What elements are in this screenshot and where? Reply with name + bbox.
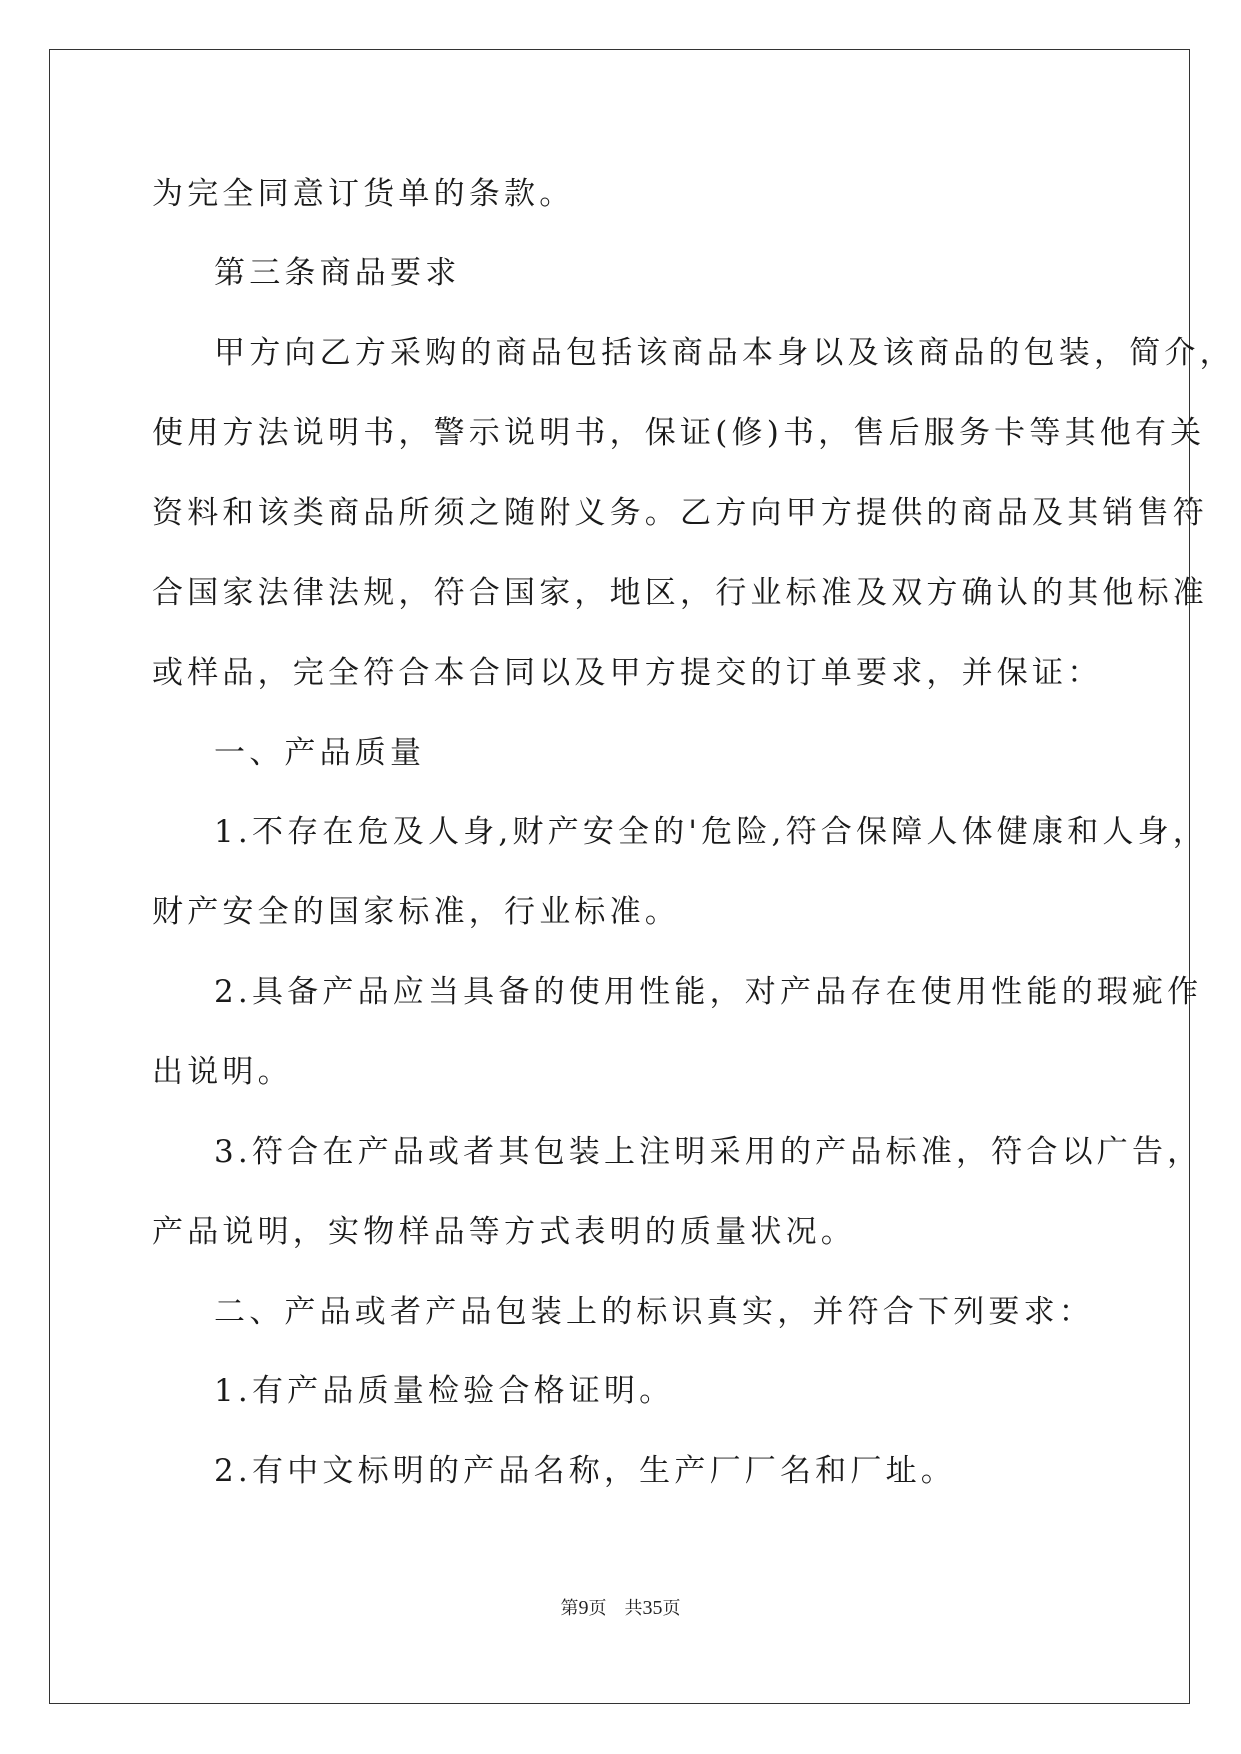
subheading-product-labeling: 二、产品或者产品包装上的标识真实，并符合下列要求：: [214, 1294, 1094, 1330]
footer-total-prefix: 共: [624, 1598, 643, 1618]
paragraph-line-3: 甲方向乙方采购的商品包括该商品本身以及该商品的包装，简介，: [214, 335, 1235, 371]
paragraph-line-16: 1.有产品质量检验合格证明。: [214, 1373, 675, 1409]
footer-total-pages: 35: [642, 1597, 663, 1619]
footer-page-prefix: 第: [560, 1598, 579, 1618]
subheading-product-quality: 一、产品质量: [214, 735, 426, 771]
paragraph-line-10: 财产安全的国家标准，行业标准。: [152, 894, 680, 930]
paragraph-line-9: 1.不存在危及人身,财产安全的'危险,符合保障人体健康和人身，: [214, 814, 1209, 850]
paragraph-line-5: 资料和该类商品所须之随附义务。乙方向甲方提供的商品及其销售符: [152, 495, 1208, 531]
section-heading-article-3: 第三条商品要求: [214, 255, 461, 291]
paragraph-line-17: 2.有中文标明的产品名称，生产厂厂名和厂址。: [214, 1453, 956, 1489]
page-footer: [0, 1594, 1241, 1620]
paragraph-line-12: 出说明。: [152, 1054, 293, 1090]
paragraph-line-4: 使用方法说明书，警示说明书，保证(修)书，售后服务卡等其他有关: [152, 415, 1206, 451]
footer-total-suffix: 页: [662, 1598, 681, 1618]
paragraph-line-14: 产品说明，实物样品等方式表明的质量状况。: [152, 1214, 856, 1250]
footer-page-suffix: 页: [588, 1598, 607, 1618]
footer-page-number: 9: [578, 1597, 589, 1619]
paragraph-line-1: 为完全同意订货单的条款。: [152, 176, 575, 212]
paragraph-line-11: 2.具备产品应当具备的使用性能，对产品存在使用性能的瑕疵作: [214, 974, 1203, 1010]
paragraph-line-6: 合国家法律法规，符合国家，地区，行业标准及双方确认的其他标准: [152, 575, 1208, 611]
paragraph-line-7: 或样品，完全符合本合同以及甲方提交的订单要求，并保证：: [152, 655, 1103, 691]
paragraph-line-13: 3.符合在产品或者其包装上注明采用的产品标准，符合以广告，: [214, 1134, 1203, 1170]
